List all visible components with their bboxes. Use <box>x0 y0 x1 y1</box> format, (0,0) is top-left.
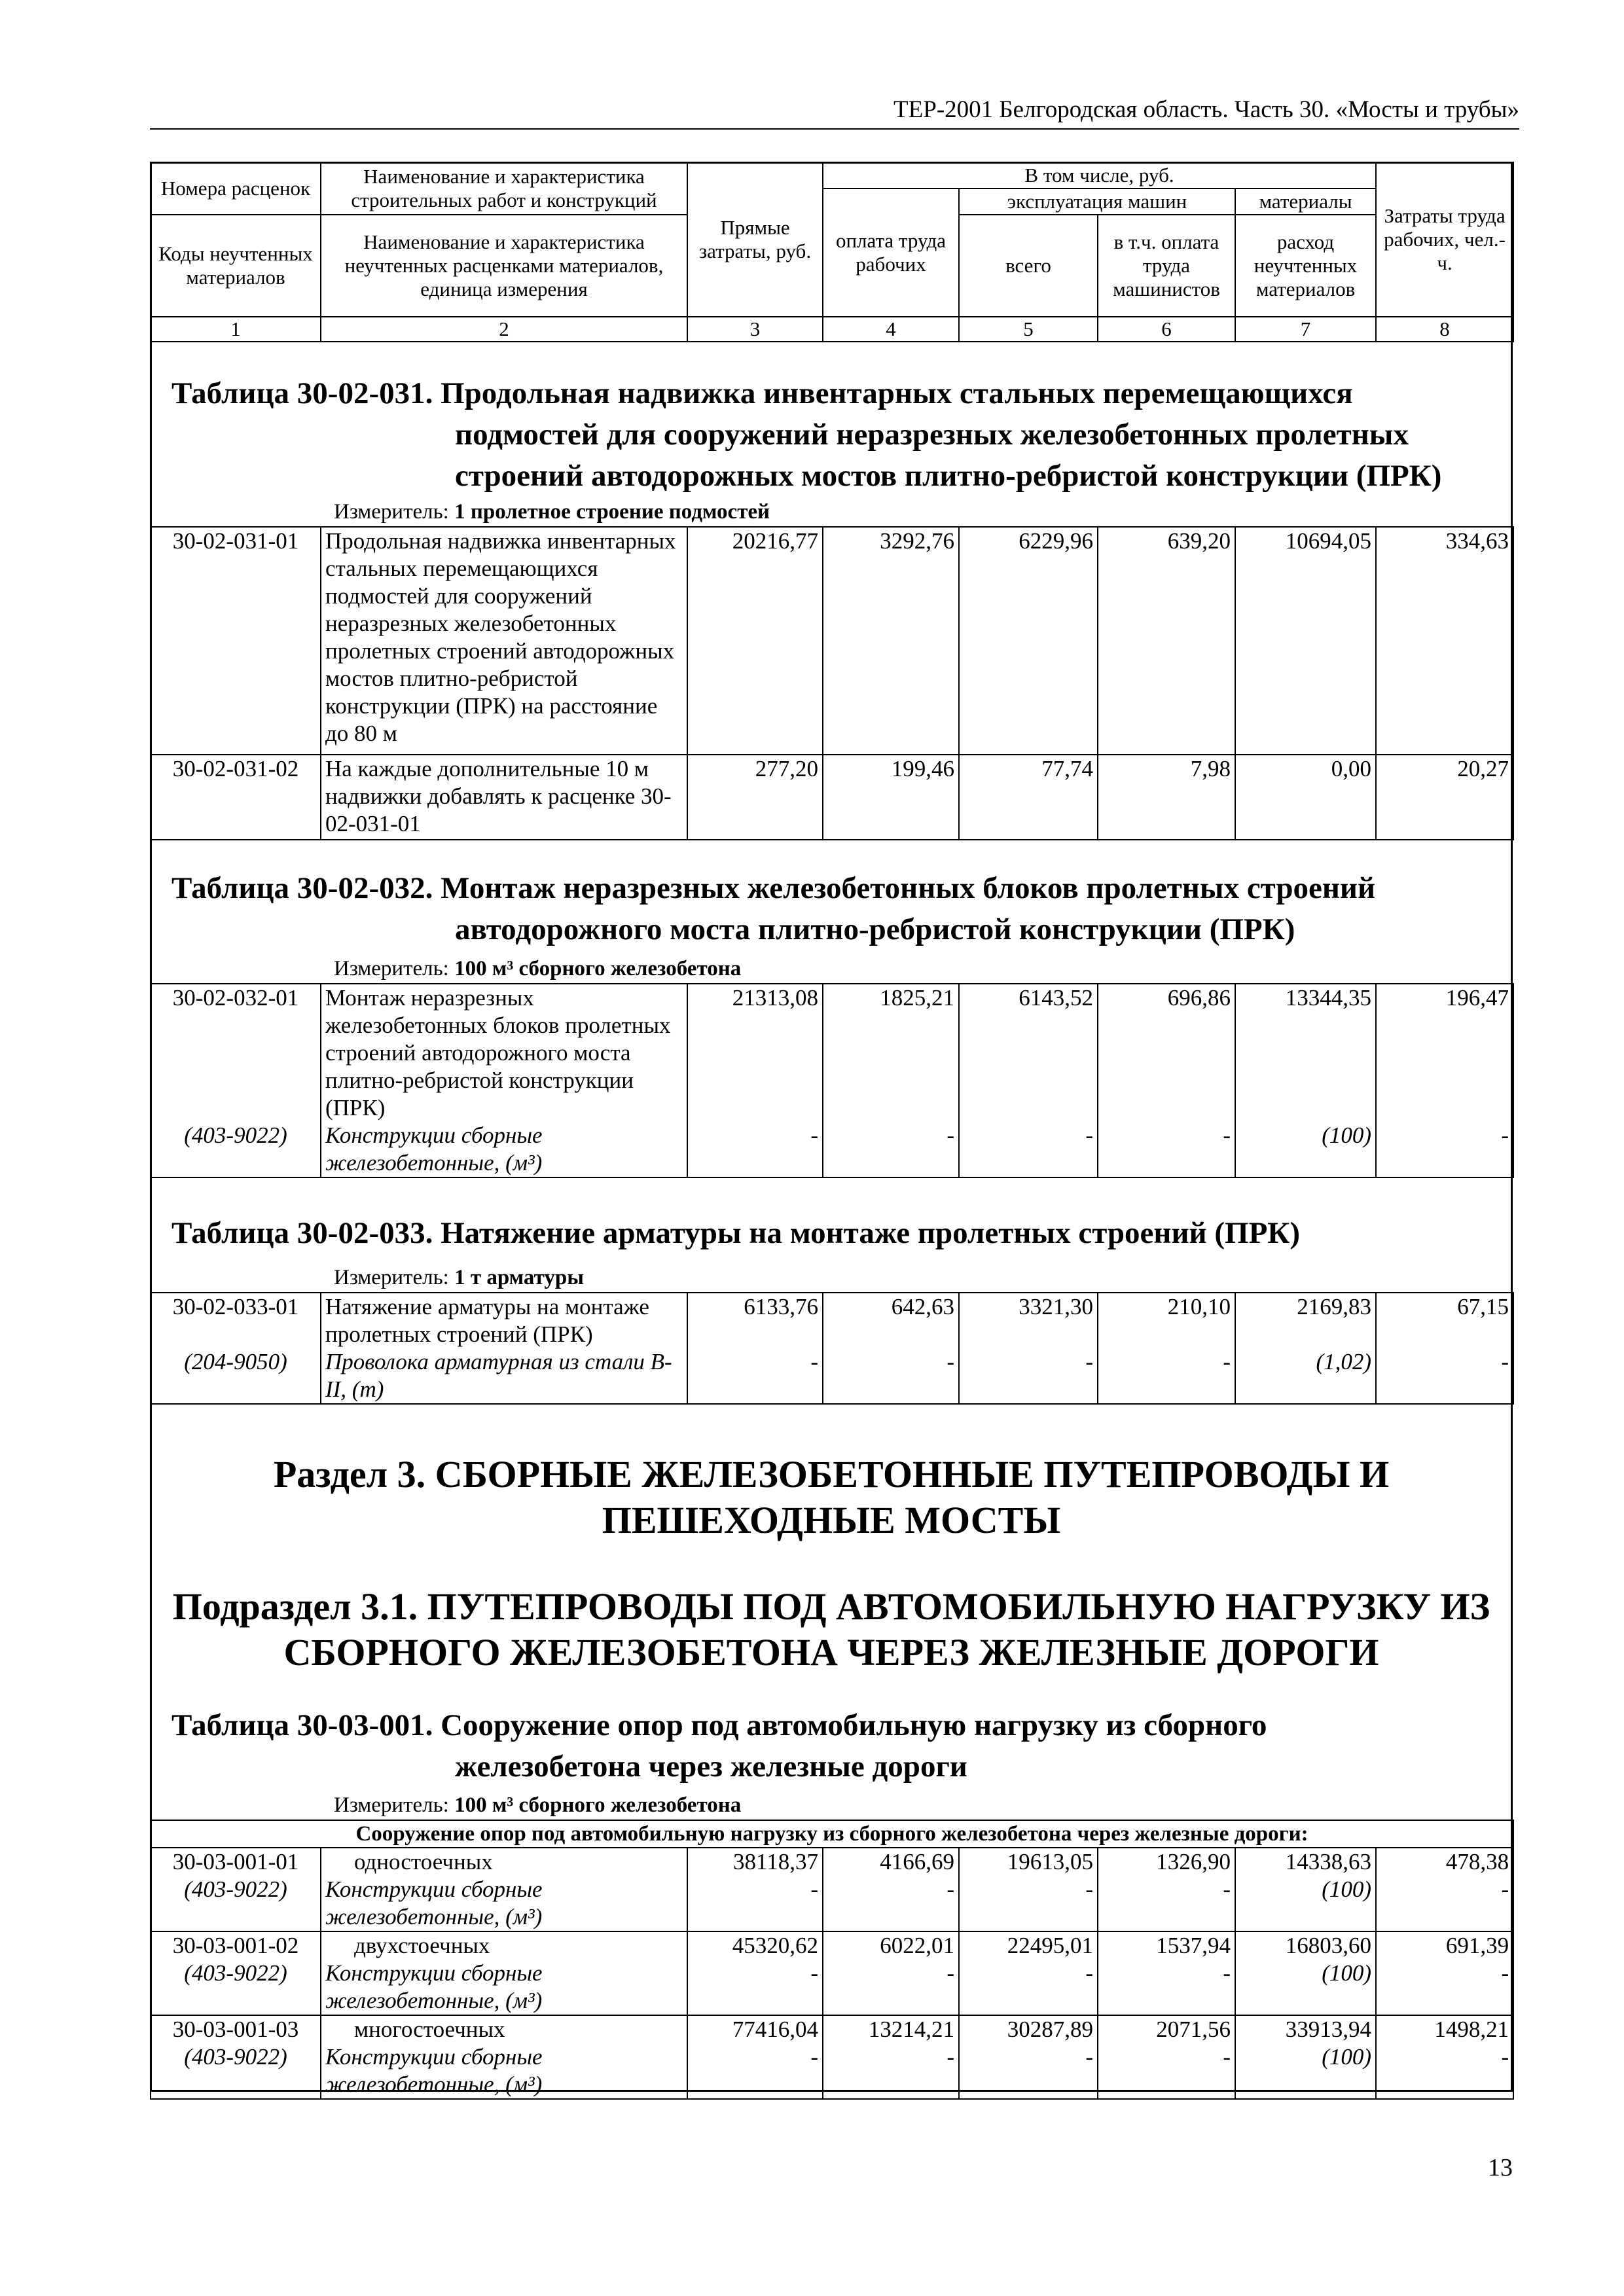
table-title: железобетона через железные дороги <box>455 1749 967 1784</box>
col-material-codes-head: Коды неучтенных материалов <box>151 215 321 317</box>
measure-line: Измеритель: 1 т арматуры <box>334 1266 584 1289</box>
col-machines-total-head: всего <box>959 215 1098 317</box>
col-num: 6 <box>1098 317 1235 342</box>
table-row: 30-02-032-01 Монтаж неразрезных железобетонных блоков пролетных строений автодорожного моста плитно-ребристой конструкции (ПРК) 21313,08 1825,21 6143,52 696,86 13344,35 196,47 <box>151 984 1513 1122</box>
rates-table <box>150 1292 1514 1405</box>
material-row: (204-9050) Проволока арматурная из стали В-II, (т) - - - - (1,02) - <box>151 1348 1513 1404</box>
table-header <box>150 162 1514 342</box>
table-title: автодорожного моста плитно-ребристой конструкции (ПРК) <box>455 912 1295 946</box>
col-num: 8 <box>1376 317 1513 342</box>
table-row: 30-03-001-01 одностоечных 38118,37 4166,69 19613,05 1326,90 14338,63 478,38 <box>151 1848 1513 1876</box>
section-heading: ПЕШЕХОДНЫЕ МОСТЫ <box>602 1499 1061 1541</box>
table-title: Таблица 30-02-033. Натяжение арматуры на монтаже пролетных строений (ПРК) <box>171 1216 1301 1250</box>
col-including-head: В том числе, руб. <box>823 162 1376 188</box>
material-row: (403-9022) Конструкции сборные железобетонные, (м³) - - - - (100) - <box>151 1876 1513 1931</box>
material-row: (403-9022) Конструкции сборные железобетонные, (м³) - - - - (100) - <box>151 1960 1513 2015</box>
col-materials-head: материалы <box>1235 188 1376 215</box>
rates-table <box>150 983 1514 1178</box>
col-num: 7 <box>1235 317 1376 342</box>
measure-line: Измеритель: 100 м³ сборного железобетона <box>334 1793 742 1817</box>
table-title: подмостей для сооружений неразрезных железобетонных пролетных <box>455 418 1409 452</box>
table-title: Таблица 30-03-001. Сооружение опор под автомобильную нагрузку из сборного <box>171 1708 1267 1742</box>
col-labor-hours-head: Затраты труда рабочих, чел.-ч. <box>1376 162 1513 317</box>
col-num: 2 <box>321 317 687 342</box>
col-wage-head: оплата труда рабочих <box>823 188 959 317</box>
col-num: 5 <box>959 317 1098 342</box>
col-material-usage-head: расход неучтенных материалов <box>1235 215 1376 317</box>
table-row: 30-02-031-01 Продольная надвижка инвентарных стальных перемещающихся подмостей для сооружений неразрезных железобетонных пролетных строений автодорожных мостов плитно-ребристой конструкции (ПРК) на расстояние до 80 м 20216,77 3292,76 6229,96 639,20 10694,05 334,63 <box>151 527 1513 755</box>
table-row: 30-03-001-03 многостоечных 77416,04 13214,21 30287,89 2071,56 33913,94 1498,21 <box>151 2015 1513 2043</box>
measure-line: Измеритель: 1 пролетное строение подмостей <box>334 500 770 524</box>
col-material-names-head: Наименование и характеристика неучтенных расценками материалов, единица измерения <box>321 215 687 317</box>
col-num: 3 <box>687 317 823 342</box>
col-codes-head: Номера расценок <box>151 162 321 215</box>
table-row: 30-03-001-02 двухстоечных 45320,62 6022,01 22495,01 1537,94 16803,60 691,39 <box>151 1931 1513 1960</box>
subsection-heading: СБОРНОГО ЖЕЛЕЗОБЕТОНА ЧЕРЕЗ ЖЕЛЕЗНЫЕ ДОРОГИ <box>283 1631 1379 1674</box>
col-name-head: Наименование и характеристика строительных работ и конструкций <box>321 162 687 215</box>
measure-line: Измеритель: 100 м³ сборного железобетона <box>334 957 742 980</box>
rates-table <box>150 526 1514 840</box>
table-title: строений автодорожных мостов плитно-ребристой конструкции (ПРК) <box>455 459 1442 493</box>
material-row: (403-9022) Конструкции сборные железобетонные, (м³) - - - - (100) - <box>151 2043 1513 2099</box>
col-num: 4 <box>823 317 959 342</box>
running-header: ТЕР-2001 Белгородская область. Часть 30. «Мосты и трубы» <box>150 97 1519 130</box>
table-title: Таблица 30-02-032. Монтаж неразрезных железобетонных блоков пролетных строений <box>171 871 1376 905</box>
col-num: 1 <box>151 317 321 342</box>
col-direct-cost-head: Прямые затраты, руб. <box>687 162 823 317</box>
table-row: 30-02-033-01 Натяжение арматуры на монтаже пролетных строений (ПРК) 6133,76 642,63 3321,30 210,10 2169,83 67,15 <box>151 1293 1513 1348</box>
table-title: Таблица 30-02-031. Продольная надвижка инвентарных стальных перемещающихся <box>171 376 1353 410</box>
rates-table <box>150 1820 1514 2100</box>
group-header-row: Сооружение опор под автомобильную нагрузку из сборного железобетона через железные дороги: <box>151 1820 1513 1848</box>
col-machinist-wage-head: в т.ч. оплата труда машинистов <box>1098 215 1235 317</box>
section-heading: Раздел 3. СБОРНЫЕ ЖЕЛЕЗОБЕТОННЫЕ ПУТЕПРОВОДЫ И <box>273 1453 1390 1496</box>
subsection-heading: Подраздел 3.1. ПУТЕПРОВОДЫ ПОД АВТОМОБИЛЬНУЮ НАГРУЗКУ ИЗ <box>172 1585 1490 1628</box>
page-number: 13 <box>1488 2154 1513 2181</box>
col-machines-head: эксплуатация машин <box>959 188 1235 215</box>
material-row: (403-9022) Конструкции сборные железобетонные, (м³) - - - - (100) - <box>151 1122 1513 1177</box>
table-row: 30-02-031-02 На каждые дополнительные 10 м надвижки добавлять к расценке 30-02-031-01 277,20 199,46 77,74 7,98 0,00 20,27 <box>151 755 1513 840</box>
